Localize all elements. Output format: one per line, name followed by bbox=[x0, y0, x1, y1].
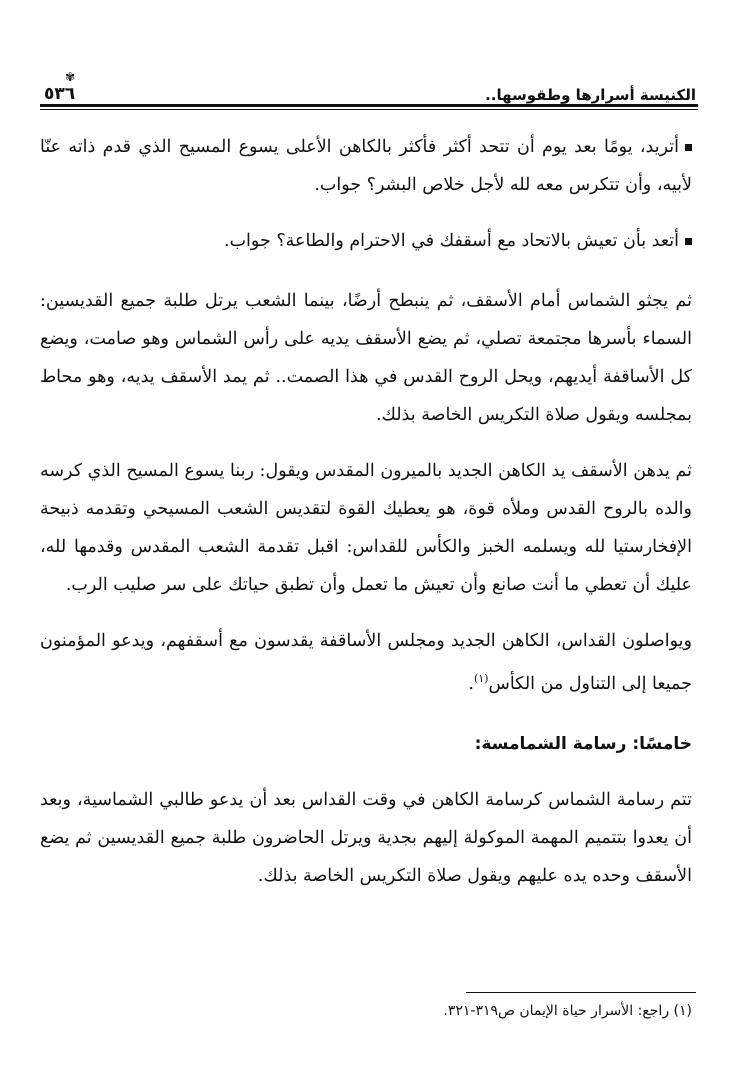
paragraph-text: ويواصلون القداس، الكاهن الجديد ومجلس الأساقفة يقدسون مع أسقفهم، ويدعو المؤمنون جميعا إلى التناول من الكأس bbox=[40, 631, 692, 694]
bullet-text: أتريد، يومًا بعد يوم أن تتحد أكثر فأكثر بالكاهن الأعلى يسوع المسيح الذي قدم ذاته عنّا لأبيه، وأن تتكرس معه لله لأجل خلاص البشر؟ جواب. bbox=[40, 137, 692, 195]
page-number bbox=[44, 70, 76, 104]
footnote-ref: (١) bbox=[473, 672, 489, 685]
page-number-value: ٥٣٦ bbox=[44, 84, 76, 104]
paragraph: ويواصلون القداس، الكاهن الجديد ومجلس الأساقفة يقدسون مع أسقفهم، ويدعو المؤمنون جميعا إلى التناول من الكأس$^{(١)}$. bbox=[40, 631, 692, 694]
ornament-icon: ✾ bbox=[65, 70, 74, 84]
header-rule-thin bbox=[40, 109, 698, 110]
running-title: الكنيسة أسرارها وطقوسها.. bbox=[485, 86, 696, 104]
page-header bbox=[44, 70, 696, 104]
section-heading: خامسًا: رسامة الشمامسة: bbox=[474, 733, 692, 754]
paragraph: تتم رسامة الشماس كرسامة الكاهن في وقت القداس بعد أن يدعو طالبي الشماسية، وبعد أن يعدوا بتتميم المهمة الموكولة إليهم بجدية ويرتل الحاضرون طلبة جميع القديسين ثم يضع الأسقف وحده يده عليهم ويقول صلاة التكريس الخاصة بذلك. bbox=[40, 789, 692, 886]
header-rule bbox=[40, 104, 698, 107]
bullet-item bbox=[40, 128, 692, 204]
footnote-rule bbox=[466, 992, 696, 993]
bullet-text: أتعد بأن تعيش بالاتحاد مع أسقفك في الاحترام والطاعة؟ جواب. bbox=[224, 231, 679, 251]
bullet-item bbox=[40, 222, 692, 260]
paragraph: ثم يجثو الشماس أمام الأسقف، ثم ينبطح أرضًا، بينما الشعب يرتل طلبة جميع القديسين: السماء بأسرها مجتمعة تصلي، ثم يضع الأسقف يديه على رأس الشماس وهو صامت، ويضع كل الأساقفة أيديهم، ويحل الروح القدس في هذا الصمت.. ثم يمد الأسقف يديه، وهو محاط بمجلسه ويقول صلاة التكريس الخاصة بذلك. bbox=[40, 291, 692, 425]
square-bullet-icon bbox=[685, 144, 692, 151]
body-text bbox=[40, 128, 692, 895]
footnote: (١) راجع: الأسرار حياة الإيمان ص٣١٩-٣٢١. bbox=[443, 1003, 692, 1019]
square-bullet-icon bbox=[685, 238, 692, 245]
paragraph: ثم يدهن الأسقف يد الكاهن الجديد بالميرون المقدس ويقول: ربنا يسوع المسيح الذي كرسه والده بالروح القدس وملأه قوة، هو يعطيك القوة لتقديس الشعب المسيحي وتقدمه ذبيحة الإفخارستيا لله ويسلمه الخبز والكأس للقداس: اقبل تقدمة الشعب المقدس وقدمها لله، عليك أن تعطي ما أنت صانع وأن تعيش ما تعمل وأن تطبق حياتك على سر صليب الرب. bbox=[40, 461, 692, 595]
